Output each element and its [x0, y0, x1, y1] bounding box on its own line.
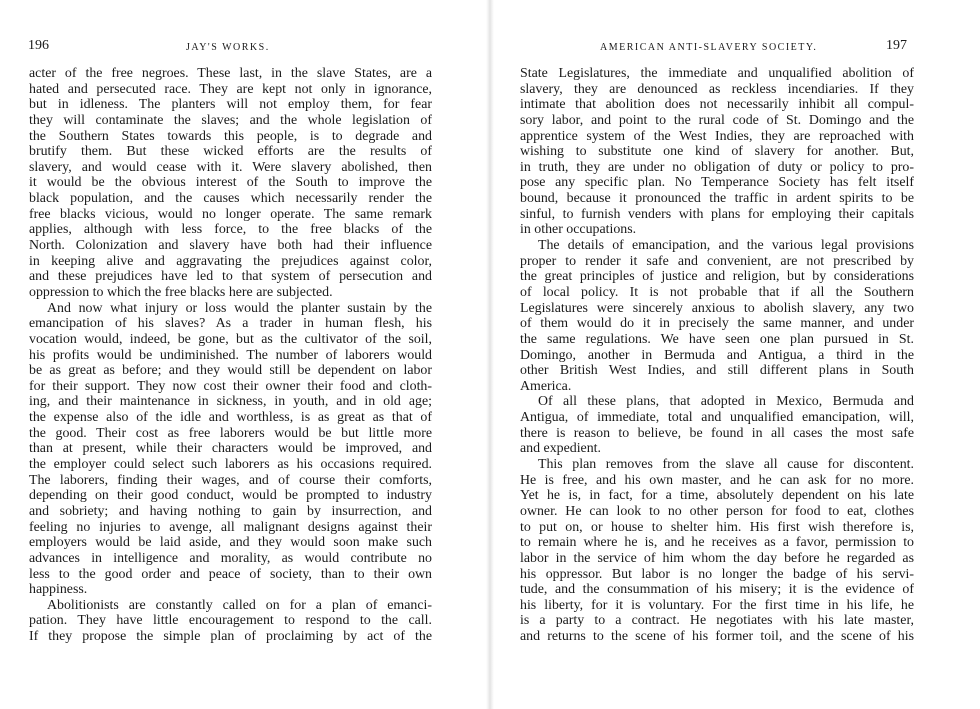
text-line: emancipation of his slaves? As a trader in human flesh, his	[29, 316, 432, 332]
text-line: pose any specific plan. No Temperance Society has felt itself	[520, 175, 914, 191]
text-line: less to the good order and peace of society, than to their own	[29, 566, 432, 582]
text-line: sory labor, and point to the rural code of St. Domingo and the	[520, 112, 914, 128]
text-line: slavery, and would cease with it. Were slavery abolished, then	[29, 159, 432, 175]
text-line: Of all these plans, that adopted in Mexico, Bermuda and	[538, 394, 914, 410]
text-line: labor in the service of him whom the day before he regarded as	[520, 550, 914, 566]
text-line: feeling no injuries to avenge, all malignant designs against their	[29, 519, 432, 535]
text-line: The laborers, finding their wages, and of course their comforts,	[29, 472, 432, 488]
text-line: than at present, while their characters would be improved, and	[29, 441, 432, 457]
text-line: tude, and the consummation of his misery; it is the evidence of	[520, 582, 914, 598]
running-head: AMERICAN ANTI-SLAVERY SOCIETY.	[600, 42, 818, 53]
text-line: hated and persecuted race. They are kept not only in ignorance,	[29, 81, 432, 97]
text-line: employers would be laid aside, and they would soon make such	[29, 535, 432, 551]
text-line: proper to render it safe and convenient, are not prescribed by	[520, 253, 914, 269]
text-line: oppression to which the free blacks here are subjected.	[29, 284, 333, 300]
text-line: Abolitionists are constantly called on for a plan of emanci-	[47, 597, 432, 613]
page-number: 197	[886, 38, 907, 53]
text-line: of local policy. It is not probable that if all the Southern	[520, 284, 914, 300]
text-line: it would be the obvious interest of the South to improve the	[29, 175, 432, 191]
text-line: He is free, and his own master, and he can ask for no more.	[520, 472, 914, 488]
text-line: Yet he is, in fact, for a time, absolutely dependent on his late	[520, 488, 914, 504]
text-line: black population, and the causes which necessarily render the	[29, 191, 432, 207]
text-line: happiness.	[29, 582, 88, 598]
text-line: and returns to the scene of his former toil, and the scene of his	[520, 629, 914, 645]
text-line: depending on their good conduct, would be prompted to industry	[29, 488, 432, 504]
text-line: America.	[520, 378, 572, 394]
running-head: JAY'S WORKS.	[186, 42, 270, 53]
text-line: If they propose the simple plan of proclaiming by act of the	[29, 629, 432, 645]
text-line: and expedient.	[520, 441, 601, 457]
text-line: to put on, or house to shelter him. His first wish therefore is,	[520, 519, 914, 535]
text-line: pation. They have little encouragement to respond to the call.	[29, 613, 432, 629]
page-number: 196	[28, 38, 49, 53]
text-line: sinful, to furnish venders with plans for employing their capitals	[520, 206, 914, 222]
text-line: the great principles of justice and religion, but by considerations	[520, 269, 914, 285]
text-line: the employer could select such laborers as his occasions required.	[29, 457, 432, 473]
body-text	[29, 66, 432, 645]
text-line: in other occupations.	[520, 222, 637, 238]
text-line: to remain where he is, and he receives as a favor, permission to	[520, 535, 914, 551]
text-line: but in idleness. The planters will not employ them, for fear	[29, 97, 432, 113]
text-line: applies, although with less force, to the free blacks of the	[29, 222, 432, 238]
text-line: of them would do it in precisely the same manner, and under	[520, 316, 914, 332]
text-line: North. Colonization and slavery have both had their influence	[29, 238, 432, 254]
text-line: owner. He can look to no other person for food to eat, clothes	[520, 503, 914, 519]
text-line: brutify them. But these wicked efforts are the results of	[29, 144, 432, 160]
text-line: the expense also of the idle and worthless, is as great as that of	[29, 410, 432, 426]
text-line: in keeping alive and aggravating the prejudices against color,	[29, 253, 432, 269]
text-line: they will contaminate the slaves; and the whole legislation of	[29, 112, 432, 128]
text-line: the Southern States towards this people, is to degrade and	[29, 128, 432, 144]
text-line: the same regulations. We have seen one plan pursued in St.	[520, 331, 914, 347]
text-line: ing, and their maintenance in sickness, in youth, and in old age;	[29, 394, 432, 410]
text-line: and these prejudices have led to that system of persecution and	[29, 269, 432, 285]
text-line: there is reason to believe, be found in all cases the most safe	[520, 425, 914, 441]
body-text	[520, 66, 914, 645]
right-page	[490, 0, 980, 709]
text-line: apprentice system of the West Indies, they are reproached with	[520, 128, 914, 144]
text-line: acter of the free negroes. These last, in the slave States, are a	[29, 66, 432, 81]
text-line: advances in intelligence and morality, as would contribute no	[29, 550, 432, 566]
text-line: And now what injury or loss would the planter sustain by the	[47, 300, 432, 316]
text-line: This plan removes from the slave all cause for discontent.	[538, 457, 914, 473]
text-line: State Legislatures, the immediate and unqualified abolition of	[520, 66, 914, 81]
text-line: other British West Indies, and still different plans in South	[520, 363, 914, 379]
text-line: intimate that abolition does not necessarily inhibit all compul-	[520, 97, 914, 113]
text-line: wishing to substitute one kind of slavery for another. But,	[520, 144, 914, 160]
text-line: his profits would be undiminished. The number of laborers would	[29, 347, 432, 363]
text-line: slavery, they are denounced as reckless incendiaries. If they	[520, 81, 914, 97]
text-line: is a party to a contract. He negotiates with his late master,	[520, 613, 914, 629]
text-line: and sobriety; and having nothing to gain by insurrection, and	[29, 503, 432, 519]
text-line: the good. Their cost as free laborers would be but little more	[29, 425, 432, 441]
text-line: vocation would, indeed, be gone, but as the cultivator of the soil,	[29, 331, 432, 347]
text-line: be as great as before; and they would still be dependent on labor	[29, 363, 432, 379]
text-line: his liberty, for it is voluntary. For the first time in his life, he	[520, 597, 914, 613]
text-line: Legislatures were sincerely anxious to abolish slavery, any two	[520, 300, 914, 316]
text-line: Antigua, of immediate, total and unqualified emancipation, will,	[520, 410, 914, 426]
text-line: in truth, they are under no obligation of duty or policy to pro-	[520, 159, 914, 175]
text-line: The details of emancipation, and the various legal provisions	[538, 238, 914, 254]
text-line: Domingo, another in Bermuda and Antigua, a third in the	[520, 347, 914, 363]
text-line: his oppressor. But labor is no longer the badge of his servi-	[520, 566, 914, 582]
text-line: free blacks vicious, would no longer operate. The same remark	[29, 206, 432, 222]
text-line: for their support. They now cost their owner their food and cloth-	[29, 378, 432, 394]
text-line: bound, because it pronounced the traffic in ardent spirits to be	[520, 191, 914, 207]
